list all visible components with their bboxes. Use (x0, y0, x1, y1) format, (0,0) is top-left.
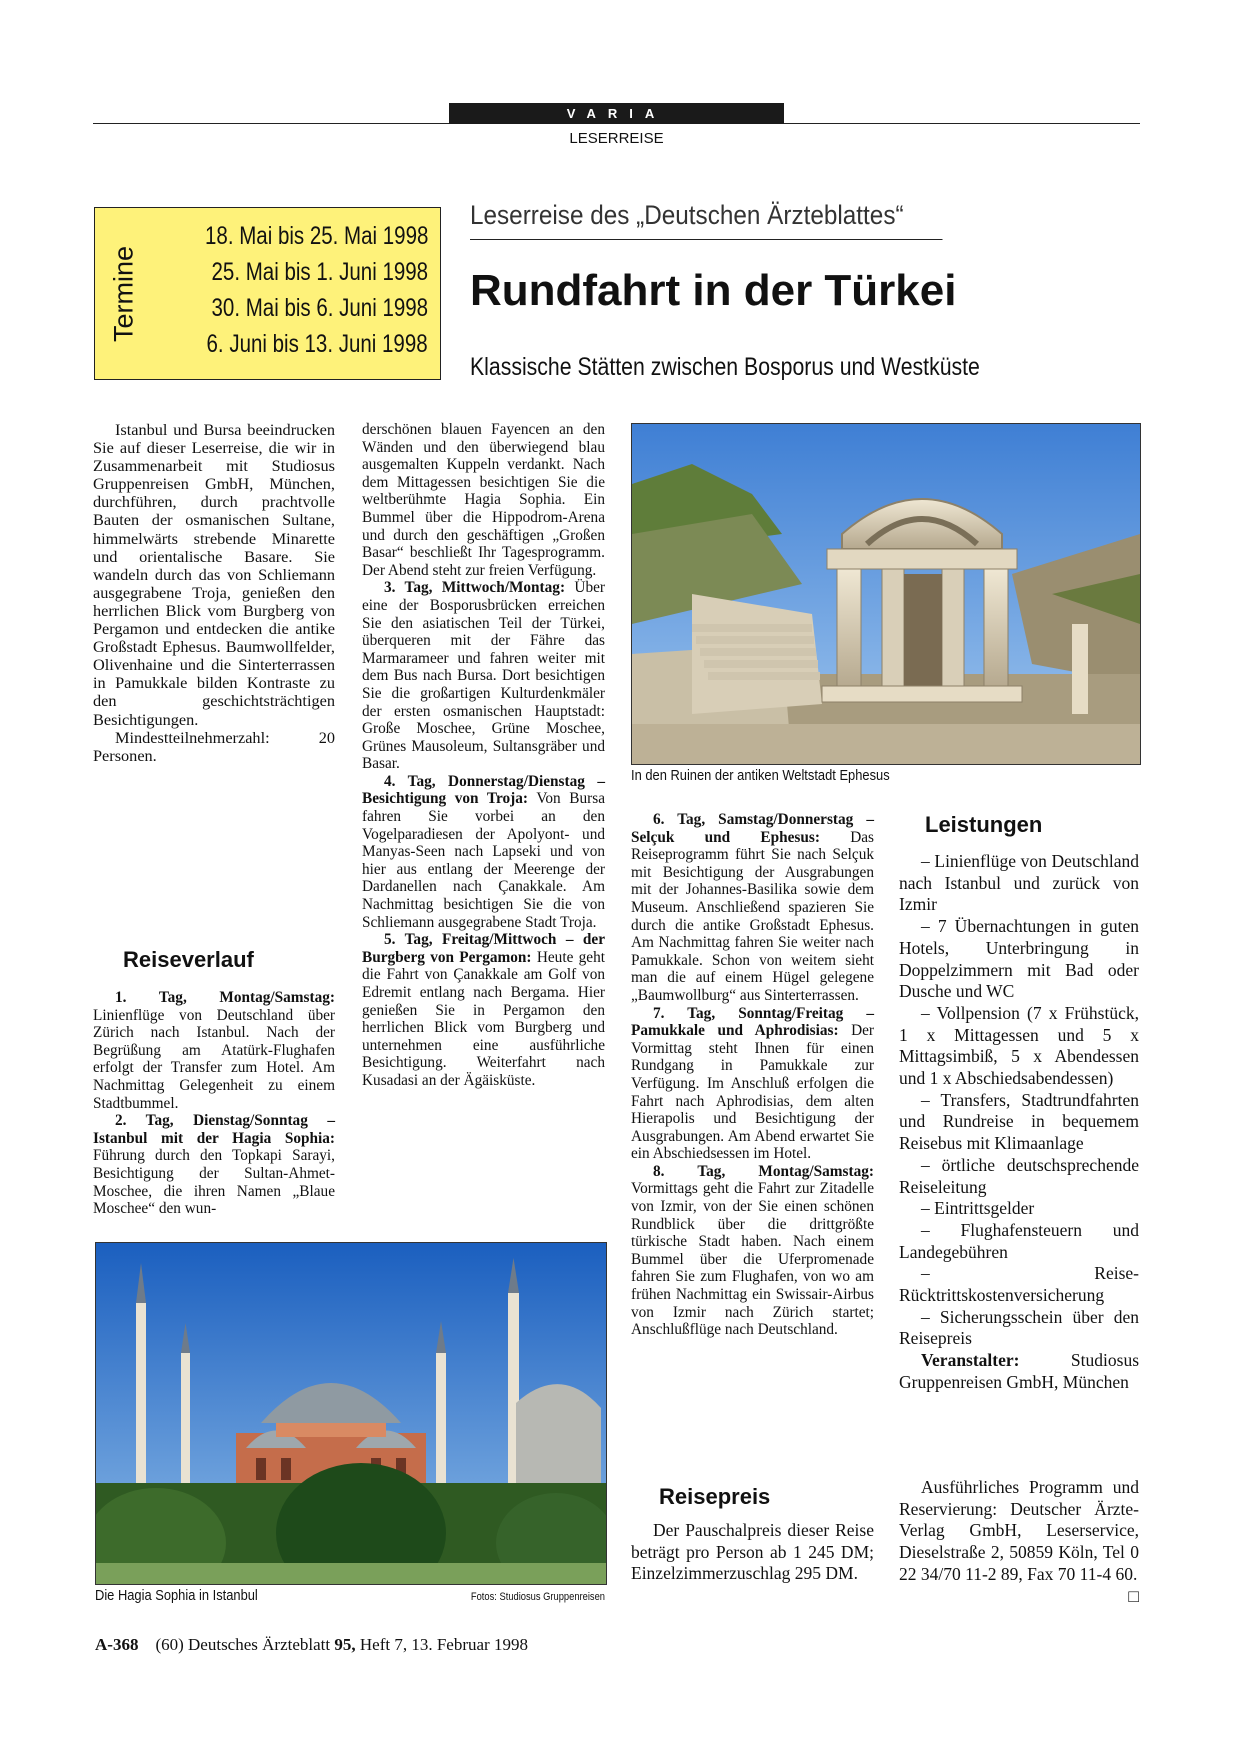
article-kicker: Leserreise des „Deutschen Ärzteblattes“ (470, 200, 943, 240)
leistung-item: – 7 Übernachtungen in guten Hotels, Unterbringung in Doppelzimmern mit Bad oder Dusche und WC (899, 916, 1139, 1002)
leistung-item: – Reise-Rücktrittskostenversicherung (899, 1263, 1139, 1306)
page-footer (95, 1635, 528, 1655)
leistung-item: – Eintrittsgelder (921, 1198, 1035, 1219)
day-5: 5. Tag, Freitag/Mittwoch – der Burgberg von Pergamon: Heute geht die Fahrt von Çanakkale am Golf von Edremit entlang nach Bergama. Hier genießen Sie in Pergamon den herrlichen Blick vom Burgberg und unternehmen eine ausführliche Besichtigung. Weiterfahrt nach Kusadasi an der Ägäisküste. (362, 931, 605, 1089)
volume-number: 95, (334, 1635, 356, 1654)
ephesus-ruins-image (632, 424, 1140, 764)
termine-date: 6. Juni bis 13. Juni 1998 (206, 330, 428, 358)
day-8: 8. Tag, Montag/Samstag: Vormittags geht die Fahrt zur Zitadelle von Izmir, von der Sie einen schönen Rundblick über die drittgrößte türkische Stadt haben. Nach einem Bummel über die Uferpromenade fahren Sie zum Flughafen, von wo am frühen Nachmittag ein Swissair-Airbus von Izmir nach Zürich startet; Anschlußflüge nach Deutschland. (631, 1162, 874, 1339)
leistungen-heading: Leistungen (925, 812, 1043, 837)
end-mark: □ (1128, 1585, 1139, 1606)
reiseverlauf-column-2 (362, 421, 605, 1090)
hagia-sophia-image (96, 1243, 606, 1584)
photo-credit: Fotos: Studiosus Gruppenreisen (470, 1591, 605, 1603)
intro-column (93, 421, 335, 765)
page-number: A-368 (95, 1635, 139, 1654)
day-2: 2. Tag, Dienstag/Sonntag – Istanbul mit der Hagia Sophia: Führung durch den Topkapi Sarayi, Besichtigung der Sultan-Ahmet-Moschee, die ihren Namen „Blaue Moschee“ den wun- (93, 1112, 335, 1218)
veranstalter: Veranstalter: Studiosus Gruppenreisen GmbH, München (899, 1350, 1139, 1392)
article-subtitle: Klassische Stätten zwischen Bosporus und Westküste (470, 353, 980, 381)
issue-prefix: (60) Deutsches Ärzteblatt (155, 1635, 331, 1654)
termine-date: 25. Mai bis 1. Juni 1998 (211, 258, 428, 286)
leistung-item: – Sicherungsschein über den Reisepreis (899, 1306, 1139, 1349)
ephesus-photo (631, 423, 1141, 765)
termine-label: Termine (108, 245, 139, 343)
reiseverlauf-column-3 (631, 811, 874, 1339)
intro-paragraph: Istanbul und Bursa beeindrucken Sie auf dieser Leserreise, die wir in Zusammenarbeit mit Studiosus Gruppenreisen GmbH, München, durchführen, durch prachtvolle Bauten der osmanischen Sultane, himmelwärts strebende Minarette und orientalische Basare. Sie wandeln durch das von Schliemann ausgegrabene Troja, genießen den herrlichen Blick vom Burgberg von Pergamon und entdecken die antike Großstadt Ephesus. Baumwollfelder, Olivenhaine und die Sinterterrassen in Pamukkale bilden Kontraste zu den geschichtsträchtigen Besichtigungen. (93, 420, 335, 729)
leistung-item: – Linienflüge von Deutschland nach Istanbul und zurück von Izmir (899, 851, 1139, 915)
reiseverlauf-heading: Reiseverlauf (123, 947, 254, 972)
reisepreis-column (631, 1520, 874, 1585)
kontakt-text: Ausführliches Programm und Reservierung: Deutscher Ärzte-Verlag GmbH, Leserservice, Dieselstraße 2, 50859 Köln, Tel 0 22 34/70 11-2 89, Fax 70 11-4 60. □ (899, 1477, 1139, 1606)
leistungen-column (899, 851, 1139, 1394)
day-1: 1. Tag, Montag/Samstag: Linienflüge von Deutschland über Zürich nach Istanbul. Nach der Begrüßung am Atatürk-Flughafen erfolgt der Transfer zum Hotel. Am Nachmittag Gelegenheit zu einem Stadtbummel. (93, 989, 335, 1112)
leistung-item: – Vollpension (7 x Frühstück, 1 x Mittagessen und 5 x Mittagsimbiß, 5 x Abendessen und 1 x Abschiedsabendessen) (899, 1002, 1139, 1089)
issue-info: Heft 7, 13. Februar 1998 (359, 1635, 528, 1654)
kontakt-column (899, 1477, 1139, 1607)
ephesus-caption: In den Ruinen der antiken Weltstadt Ephesus (631, 767, 890, 784)
hagia-sophia-photo (95, 1242, 607, 1585)
leistung-item: – örtliche deutschsprechende Reiseleitung (899, 1154, 1139, 1197)
reisepreis-text: Der Pauschalpreis dieser Reise beträgt pro Person ab 1 245 DM; Einzelzimmerzuschlag 295 DM. (631, 1520, 874, 1584)
termine-date: 18. Mai bis 25. Mai 1998 (204, 222, 428, 250)
day-3: 3. Tag, Mittwoch/Montag: Über eine der Bosporusbrücken erreichen Sie den asiatischen Teil der Türkei, überqueren mit der Fähre das Marmarameer und fahren weiter mit dem Bus nach Bursa. Dort besichtigen Sie die großartigen Kulturdenkmäler der ersten osmanischen Hauptstadt: Große Moschee, Grüne Moschee, Grünes Mausoleum, Sultansgräber und Basar. (362, 579, 606, 773)
section-bar: VARIA (449, 103, 784, 124)
day-7: 7. Tag, Sonntag/Freitag – Pamukkale und Aphrodisias: Der Vormittag steht Ihnen für einen Rundgang in Pamukkale zur Verfügung. Im Anschluß erfolgen die Fahrt nach Aphrodisias, dem alten Hierapolis und Besichtigung der Ausgrabungen. Am Abend erwartet Sie ein Abschiedsessen im Hotel. (631, 1004, 875, 1163)
day-6: 6. Tag, Samstag/Donnerstag – Selçuk und Ephesus: Das Reiseprogramm führt Sie nach Selçuk mit Besichtigung der Ausgrabungen mit der Johannes-Basilika sowie dem Museum. Anschließend spazieren Sie durch die antike Großstadt Ephesus. Am Nachmittag fahren Sie weiter nach Pamukkale. Schon von weitem sieht man die auf einem Hügel gelegene „Baumwollburg“ aus Sinterterrassen. (631, 811, 874, 1004)
leistung-item: – Flughafensteuern und Landegebühren (899, 1219, 1139, 1262)
hagia-sophia-caption: Die Hagia Sophia in Istanbul (95, 1587, 258, 1604)
reiseverlauf-column-1 (93, 989, 335, 1218)
min-participants: Mindestteilnehmerzahl: 20 Personen. (93, 727, 335, 765)
article-title: Rundfahrt in der Türkei (470, 266, 957, 315)
day-2-continued: derschönen blauen Fayencen an den Wänden und den überwiegend blau ausgemalten Kuppeln verdankt. Nach dem Mittagessen besichtigen Sie die weltberühmte Hagia Sophia. Ein Bummel über die Hippodrom-Arena und durch den geschäftigen „Großen Basar“ beschließt Ihr Tagesprogramm. Der Abend steht zur freien Verfügung. (362, 421, 605, 579)
reisepreis-heading: Reisepreis (659, 1484, 771, 1509)
subsection-label: LESERREISE (569, 130, 664, 147)
leistung-item: – Transfers, Stadtrundfahrten und Rundreise in bequemem Reisebus mit Klimaanlage (899, 1089, 1139, 1154)
termine-box (94, 207, 441, 380)
termine-date: 30. Mai bis 6. Juni 1998 (211, 294, 428, 322)
day-4: 4. Tag, Donnerstag/Dienstag – Besichtigung von Troja: Von Bursa fahren Sie vorbei an den Vogelparadiesen der Apolyont- und Manyas-Seen nach Lapseki und von hier aus entlang der Meerenge der Dardanellen nach Çanakkale. Am Nachmittag besichtigen Sie die von Schliemann ausgegrabene Stadt Troja. (362, 772, 605, 931)
